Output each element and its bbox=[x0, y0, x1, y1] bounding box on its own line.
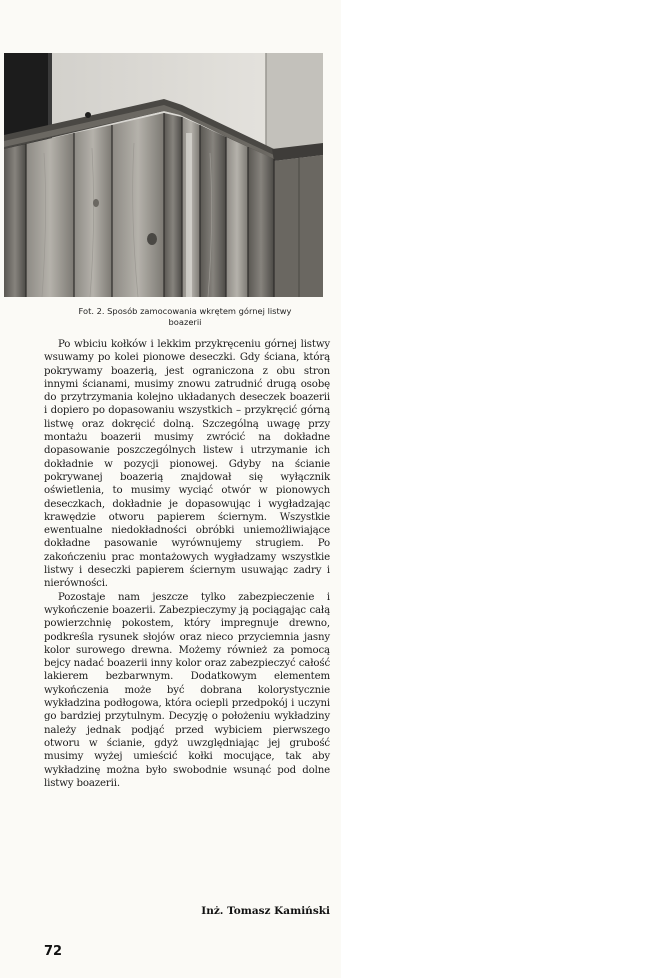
caption-line-1: Fot. 2. Sposób zamocowania wkrętem górnej listwy bbox=[78, 306, 292, 316]
article-body bbox=[44, 338, 330, 790]
author-signature: Inż. Tomasz Kamiński bbox=[201, 905, 330, 917]
article-paragraph-1: Po wbiciu kołków i lekkim przykręceniu górnej listwy wsuwamy po kolei pionowe deseczki. Gdy ściana, którą pokrywamy boazerią, jest ograniczona z obu stron innymi ścianami, musimy znowu zatrudnić drugą osobę do przytrzymania kolejno układanych deseczek boazerii i dopiero po dopasowaniu wszystkich – przykręcić górną listwę oraz dokręcić dolną. Szczególną uwagę przy montażu boazerii musimy zwrócić na dokładne dopasowanie poszczególnych listew i utrzymanie ich dokładnie w pozycji pionowej. Gdyby na ścianie pokrywanej boazerią znajdował się wyłącznik oświetlenia, to musimy wyciąć otwór w pionowych deseczkach, dokładnie je dopasowując i wygładzając krawędzie otworu papierem ściernym. Wszystkie ewentualne niedokładności obróbki uniemożliwiające dokładne pasowanie wyrównujemy strugiem. Po zakończeniu prac montażowych wygładzamy wszystkie listwy i deseczki papierem ściernym usuwając zadry i nierówności. bbox=[44, 339, 330, 590]
wood-paneling-photo bbox=[4, 53, 323, 297]
wood-paneling-photo-icon bbox=[4, 53, 323, 297]
page-number: 72 bbox=[44, 944, 63, 959]
caption-line-2: boazerii bbox=[168, 317, 202, 327]
photo-caption bbox=[44, 306, 326, 328]
article-paragraph-2: Pozostaje nam jeszcze tylko zabezpieczenie i wykończenie boazerii. Zabezpieczymy ją pociągając całą powierzchnię pokostem, który impregnuje drewno, podkreśla rysunek słojów oraz nieco przyciemnia jasny kolor surowego drewna. Możemy również za pomocą bejcy nadać boazerii inny kolor oraz zabezpieczyć całość lakierem bezbarwnym. Dodatkowym elementem wykończenia może być dobrana kolorystycznie wykładzina podłogowa, która ociepli przedpokój i uczyni go bardziej przytulnym. Decyzję o położeniu wykładziny należy jednak podjąć przed wybiciem pierwszego otworu w ścianie, gdyż uwzględniając jej grubość musimy wyżej umieścić kołki mocujące, tak aby wykładzinę można było swobodnie wsunąć pod dolne listwy boazerii. bbox=[44, 591, 330, 789]
